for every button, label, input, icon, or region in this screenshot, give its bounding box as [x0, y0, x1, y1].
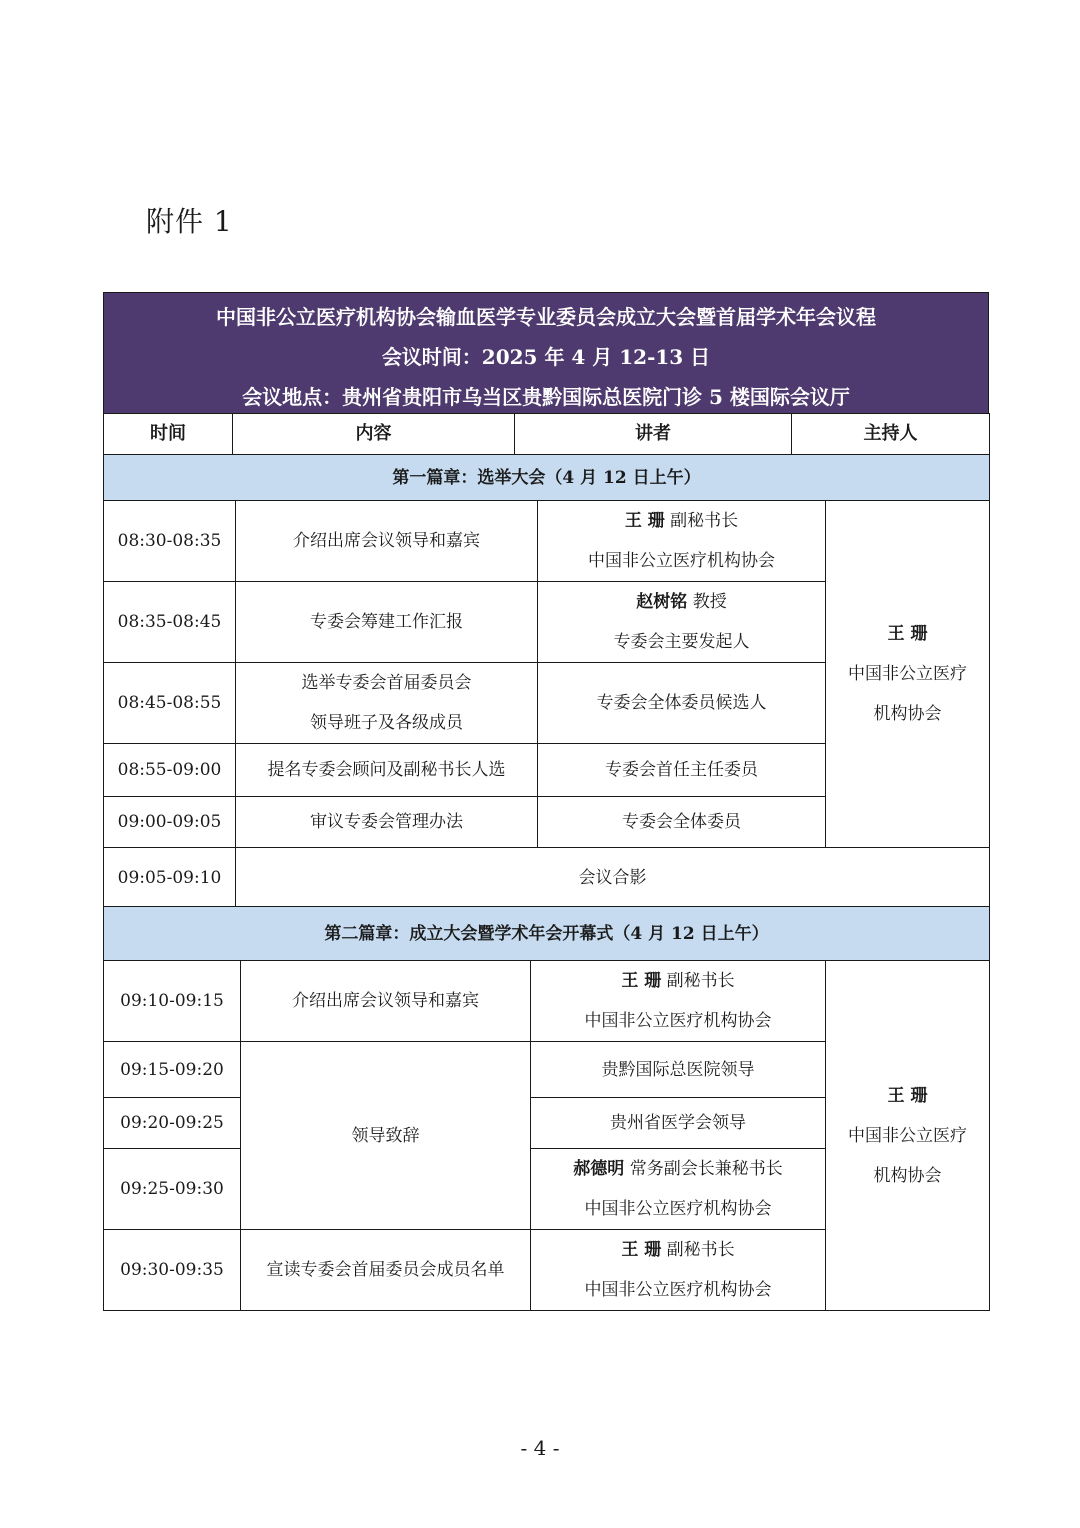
- row-time: 09:05-09:10: [104, 848, 236, 908]
- row-content-line1: 选举专委会首届委员会: [301, 673, 472, 693]
- row-time: 09:15-09:20: [104, 1042, 241, 1098]
- table-row: [104, 501, 990, 582]
- meeting-venue: 会议地点：贵州省贵阳市乌当区贵黔国际总医院门诊 5 楼国际会议厅: [242, 385, 850, 409]
- speaker-name: 赵树铭: [636, 592, 688, 612]
- column-header-table: [103, 413, 990, 455]
- row-time: 08:30-08:35: [104, 501, 236, 582]
- section2-host: [826, 961, 990, 1311]
- row-content: 宣读专委会首届委员会成员名单: [241, 1230, 531, 1311]
- row-content: [236, 663, 538, 744]
- speaker-org: 中国非公立医疗机构协会: [588, 551, 775, 571]
- row-speaker: 贵黔国际总医院领导: [531, 1042, 826, 1098]
- speaker-title: 教授: [692, 592, 727, 612]
- row-content-line2: 领导班子及各级成员: [310, 713, 463, 733]
- row-speaker: [531, 961, 826, 1042]
- row-content: 审议专委会管理办法: [236, 797, 538, 848]
- table-row: [104, 961, 990, 1042]
- section1-host: [826, 501, 990, 848]
- row-speaker: 专委会全体委员: [538, 797, 826, 848]
- host-org-line2: 机构协会: [873, 704, 942, 724]
- speaker-name: 王 珊: [621, 1240, 662, 1260]
- speaker-org: 专委会主要发起人: [613, 632, 750, 652]
- table-row: [104, 848, 990, 908]
- row-speaker: [531, 1230, 826, 1311]
- row-content: 会议合影: [236, 848, 990, 908]
- row-speaker: [531, 1149, 826, 1230]
- row-time: 09:25-09:30: [104, 1149, 241, 1230]
- agenda-title: 中国非公立医疗机构协会输血医学专业委员会成立大会暨首届学术年会议程: [216, 305, 876, 329]
- row-time: 09:10-09:15: [104, 961, 241, 1042]
- agenda-header: [103, 292, 989, 414]
- speaker-title: 副秘书长: [666, 1240, 735, 1260]
- row-speaker: [538, 582, 826, 663]
- section1-title: 第一篇章：选举大会（4 月 12 日上午）: [104, 455, 990, 501]
- section2-table: [103, 906, 990, 1311]
- section1-table: [103, 454, 990, 908]
- attachment-label: 附件 1: [146, 205, 233, 238]
- col-header-content: 内容: [233, 414, 515, 455]
- host-org-line1: 中国非公立医疗: [848, 1125, 967, 1146]
- speaker-org: 中国非公立医疗机构协会: [584, 1280, 772, 1300]
- col-header-host: 主持人: [792, 414, 990, 455]
- host-org-line1: 中国非公立医疗: [848, 664, 967, 684]
- host-name: 王 珊: [887, 624, 928, 644]
- page-number: - 4 -: [520, 1436, 560, 1460]
- row-time: 09:20-09:25: [104, 1098, 241, 1149]
- row-time: 09:00-09:05: [104, 797, 236, 848]
- speaker-name: 王 珊: [624, 511, 665, 531]
- col-header-time: 时间: [104, 414, 233, 455]
- speaker-name: 王 珊: [621, 971, 662, 991]
- row-time: 08:45-08:55: [104, 663, 236, 744]
- host-org-line2: 机构协会: [873, 1165, 942, 1186]
- row-content: 介绍出席会议领导和嘉宾: [236, 501, 538, 582]
- speaker-org: 中国非公立医疗机构协会: [584, 1011, 772, 1031]
- host-name: 王 珊: [887, 1085, 928, 1106]
- speaker-title: 副秘书长: [666, 971, 735, 991]
- row-time: 08:55-09:00: [104, 744, 236, 797]
- speaker-name: 郝德明: [573, 1159, 625, 1179]
- row-content: 专委会筹建工作汇报: [236, 582, 538, 663]
- row-content: 提名专委会顾问及副秘书长人选: [236, 744, 538, 797]
- col-header-speaker: 讲者: [515, 414, 792, 455]
- row-time: 09:30-09:35: [104, 1230, 241, 1311]
- meeting-time: 会议时间：2025 年 4 月 12-13 日: [381, 345, 711, 369]
- speaker-title: 常务副会长兼秘书长: [629, 1159, 783, 1179]
- row-content: 介绍出席会议领导和嘉宾: [241, 961, 531, 1042]
- row-speaker: 贵州省医学会领导: [531, 1098, 826, 1149]
- row-time: 08:35-08:45: [104, 582, 236, 663]
- speaker-org: 中国非公立医疗机构协会: [584, 1199, 772, 1219]
- row-content-merged: 领导致辞: [241, 1042, 531, 1230]
- section2-title: 第二篇章：成立大会暨学术年会开幕式（4 月 12 日上午）: [104, 907, 990, 961]
- row-speaker: 专委会全体委员候选人: [538, 663, 826, 744]
- row-speaker: [538, 501, 826, 582]
- row-speaker: 专委会首任主任委员: [538, 744, 826, 797]
- speaker-title: 副秘书长: [670, 511, 739, 531]
